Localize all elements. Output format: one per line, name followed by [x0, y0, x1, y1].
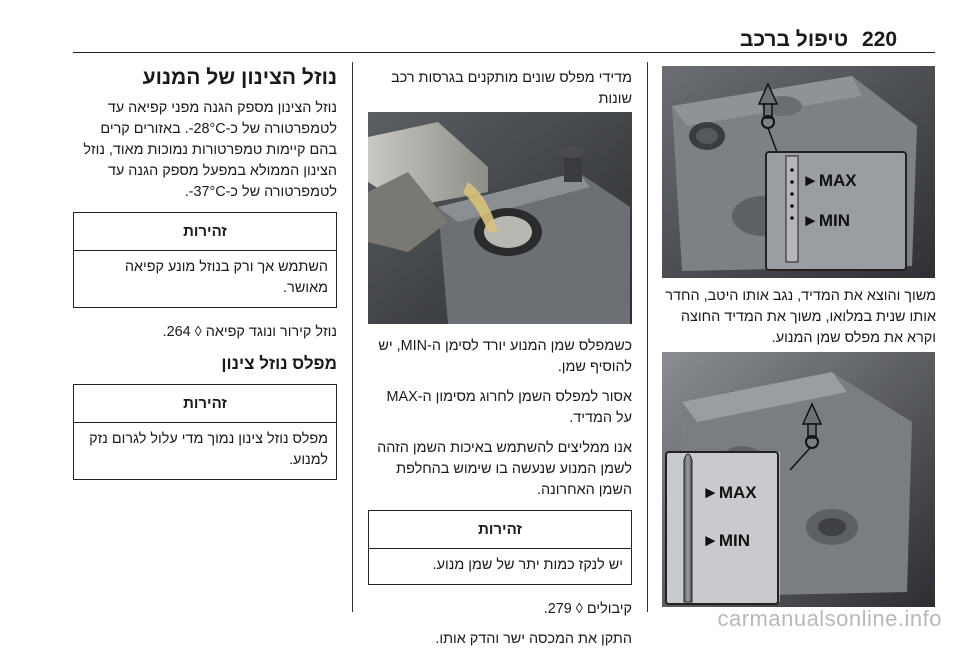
- caution-box-coolant-level: [73, 384, 337, 480]
- middle-column: [368, 336, 632, 659]
- dipstick-photo-bottom: [662, 352, 935, 607]
- min-level-note: כשמפלס שמן המנוע יורד לסימן ה-MIN, יש להוסיף שמן.: [378, 338, 632, 375]
- caution-box-antifreeze: [73, 212, 337, 308]
- dipstick-photo-top: [662, 66, 935, 278]
- capacities-reference: קיבולים ◊ 279.: [543, 601, 632, 617]
- caution-box-excess-oil: [368, 510, 632, 585]
- dipstick-versions-note: מדידי מפלס שונים מותקנים בגרסות רכב שונות: [391, 70, 632, 107]
- section-title: טיפול ברכב: [740, 28, 849, 51]
- caution-text: יש לנקז כמות יתר של שמן מנוע.: [432, 557, 623, 573]
- watermark: carmanualsonline.info: [717, 606, 942, 631]
- oil-quality-note: אנו ממליצים להשתמש באיכות השמן הזהה לשמן המנוע שנעשה בו שימוש בהחלפת השמן האחרונה.: [377, 440, 632, 498]
- coolant-level-subheading: מפלס נוזל צינון: [221, 354, 337, 373]
- coolant-protection-text: נוזל הצינון מספק הגנה מפני קפיאה עד לטמפרטורה של כ-28°C-. באזורים קרים בהם קיימות טמפרטורות נמוכות מאוד, נוזל הצינון הממולא במפעל מספק הגנה עד לטמפרטורה של כ-37°C-.: [83, 100, 337, 200]
- column-divider-right: [647, 62, 648, 612]
- coolant-heading: נוזל הצינון של המנוע: [142, 66, 337, 89]
- max-label-top: ►MAX: [802, 171, 857, 190]
- page-header: [0, 28, 960, 52]
- cap-installation-note: התקן את המכסה ישר והדק אותו.: [435, 631, 632, 647]
- right-column: [662, 286, 936, 358]
- caution-text: השתמש אך ורק בנוזל מונע קפיאה מאושר.: [124, 259, 328, 296]
- caution-title: זהירות: [369, 511, 631, 549]
- coolant-reference: נוזל קירור ונוגד קפיאה ◊ 264.: [162, 324, 337, 340]
- min-label-top: ►MIN: [802, 211, 850, 230]
- min-label-bottom: ►MIN: [702, 531, 750, 550]
- header-rule: [73, 52, 935, 53]
- max-level-note: אסור למפלס השמן לחרוג מסימון ה-MAX על המדיד.: [386, 389, 632, 426]
- caution-title: זהירות: [74, 213, 336, 251]
- caution-text: מפלס נוזל צינון נמוך מדי עלול לגרום נזק למנוע.: [89, 431, 328, 468]
- caution-title: זהירות: [74, 385, 336, 423]
- max-label-bottom: ►MAX: [702, 483, 757, 502]
- dipstick-caption: משוך והוצא את המדיד, נגב אותו היטב, החדר אותו שנית במלואו, משוך את המדיד החוצה וקרא את מפלס שמן המנוע.: [665, 288, 936, 346]
- oil-filling-photo: [368, 112, 632, 324]
- column-divider-left: [352, 62, 353, 612]
- page-number: 220: [862, 28, 898, 51]
- left-column: [73, 64, 337, 494]
